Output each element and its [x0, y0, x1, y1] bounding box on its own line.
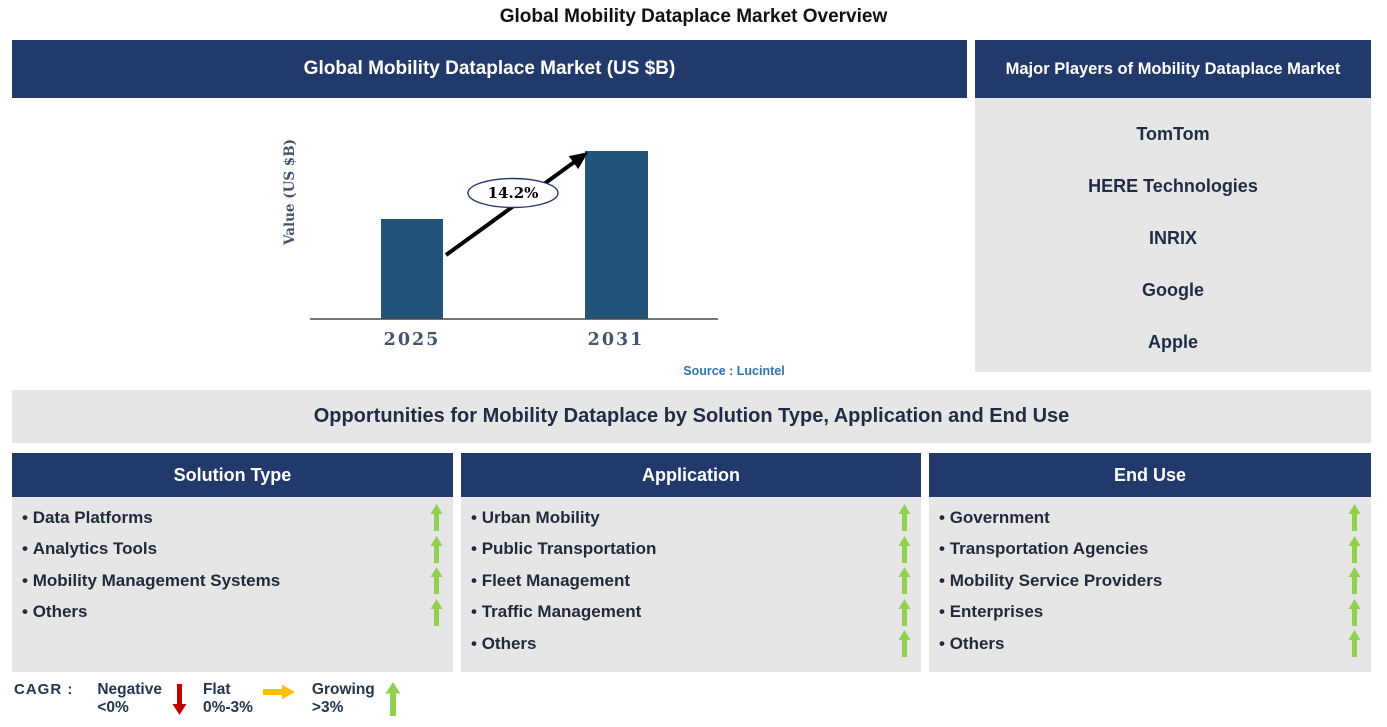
legend-entry-name: Negative — [97, 681, 162, 698]
list-item — [22, 534, 443, 566]
column-body — [929, 497, 1371, 672]
item-label: • Transportation Agencies — [939, 539, 1148, 559]
up-arrow-icon — [430, 504, 443, 531]
column-header: Application — [461, 453, 921, 497]
item-label: • Urban Mobility — [471, 508, 600, 528]
cagr-legend-label: CAGR : — [14, 681, 74, 698]
item-label: • Government — [939, 508, 1050, 528]
tick-label-2025: 2025 — [383, 330, 441, 350]
legend-entry-text — [312, 681, 375, 717]
up-arrow-icon — [898, 504, 911, 531]
item-label: • Data Platforms — [22, 508, 153, 528]
up-arrow-icon — [430, 567, 443, 594]
opportunities-banner-text: Opportunities for Mobility Dataplace by Solution Type, Application and End Use — [313, 405, 1070, 427]
opportunity-column-solution-type — [12, 453, 453, 672]
players-panel-title: Major Players of Mobility Dataplace Market — [1005, 59, 1341, 78]
bar-chart — [12, 98, 967, 383]
up-arrow-icon — [1348, 504, 1361, 531]
player-item: Apple — [1147, 331, 1198, 352]
item-label: • Others — [939, 634, 1004, 654]
players-panel-header — [975, 40, 1371, 98]
up-arrow-icon — [898, 536, 911, 563]
up-arrow-icon — [898, 599, 911, 626]
list-item — [471, 597, 911, 629]
legend-entry-range: <0% — [97, 699, 129, 716]
down-arrow-red — [172, 681, 187, 717]
right-arrow-amber — [263, 681, 296, 720]
up-arrow-icon — [898, 630, 911, 657]
up-arrow-icon — [1348, 599, 1361, 626]
players-list — [975, 98, 1371, 372]
list-item — [22, 565, 443, 597]
player-item: HERE Technologies — [1088, 175, 1258, 196]
legend-entry-range: 0%-3% — [202, 699, 253, 716]
legend-entry — [203, 681, 296, 720]
cagr-legend — [14, 681, 417, 720]
list-item — [471, 502, 911, 534]
list-item — [939, 534, 1361, 566]
list-item — [939, 597, 1361, 629]
player-item: Google — [1142, 279, 1204, 300]
opportunity-column-end-use — [929, 453, 1371, 672]
item-label: • Traffic Management — [471, 602, 641, 622]
up-arrow-icon — [430, 536, 443, 563]
bar-2031 — [585, 151, 648, 319]
column-header: Solution Type — [12, 453, 453, 497]
legend-entry-name: Flat — [202, 681, 231, 698]
chart-panel-header — [12, 40, 967, 98]
source-label: Source : Lucintel — [683, 364, 785, 378]
player-item: INRIX — [1148, 227, 1197, 248]
up-arrow-icon — [430, 599, 443, 626]
list-item — [939, 565, 1361, 597]
list-item — [22, 597, 443, 629]
y-axis-label: Value (US $B) — [282, 138, 298, 246]
opportunities-banner — [12, 390, 1371, 443]
column-header: End Use — [929, 453, 1371, 497]
legend-entry-range: >3% — [311, 699, 344, 716]
item-label: • Fleet Management — [471, 571, 630, 591]
legend-entry-name: Growing — [311, 681, 375, 698]
up-arrow-icon — [1348, 567, 1361, 594]
list-item — [471, 628, 911, 660]
item-label: • Mobility Service Providers — [939, 571, 1162, 591]
list-item — [939, 502, 1361, 534]
opportunity-column-application — [461, 453, 921, 672]
bar-2025 — [381, 219, 443, 319]
player-item: TomTom — [1136, 123, 1210, 144]
chart-title: Global Mobility Dataplace Market (US $B) — [303, 58, 676, 79]
cagr-value-label: 14.2% — [487, 184, 539, 202]
cagr-legend-entries — [97, 681, 416, 720]
column-body — [461, 497, 921, 672]
bar-chart-svg — [12, 98, 967, 383]
up-arrow-icon — [898, 567, 911, 594]
item-label: • Others — [22, 602, 87, 622]
legend-entry — [312, 681, 401, 720]
tick-label-2031: 2031 — [587, 330, 645, 350]
legend-entry-text — [97, 681, 162, 717]
item-label: • Public Transportation — [471, 539, 656, 559]
list-item — [939, 628, 1361, 660]
item-label: • Analytics Tools — [22, 539, 157, 559]
legend-entry-text — [203, 681, 253, 717]
up-arrow-icon — [1348, 536, 1361, 563]
item-label: • Others — [471, 634, 536, 654]
up-arrow-green — [385, 681, 401, 717]
item-label: • Mobility Management Systems — [22, 571, 280, 591]
list-item — [22, 502, 443, 534]
legend-entry — [97, 681, 187, 720]
column-body — [12, 497, 453, 672]
up-arrow-icon — [1348, 630, 1361, 657]
list-item — [471, 565, 911, 597]
item-label: • Enterprises — [939, 602, 1043, 622]
page-title: Global Mobility Dataplace Market Overview — [499, 6, 888, 27]
list-item — [471, 534, 911, 566]
